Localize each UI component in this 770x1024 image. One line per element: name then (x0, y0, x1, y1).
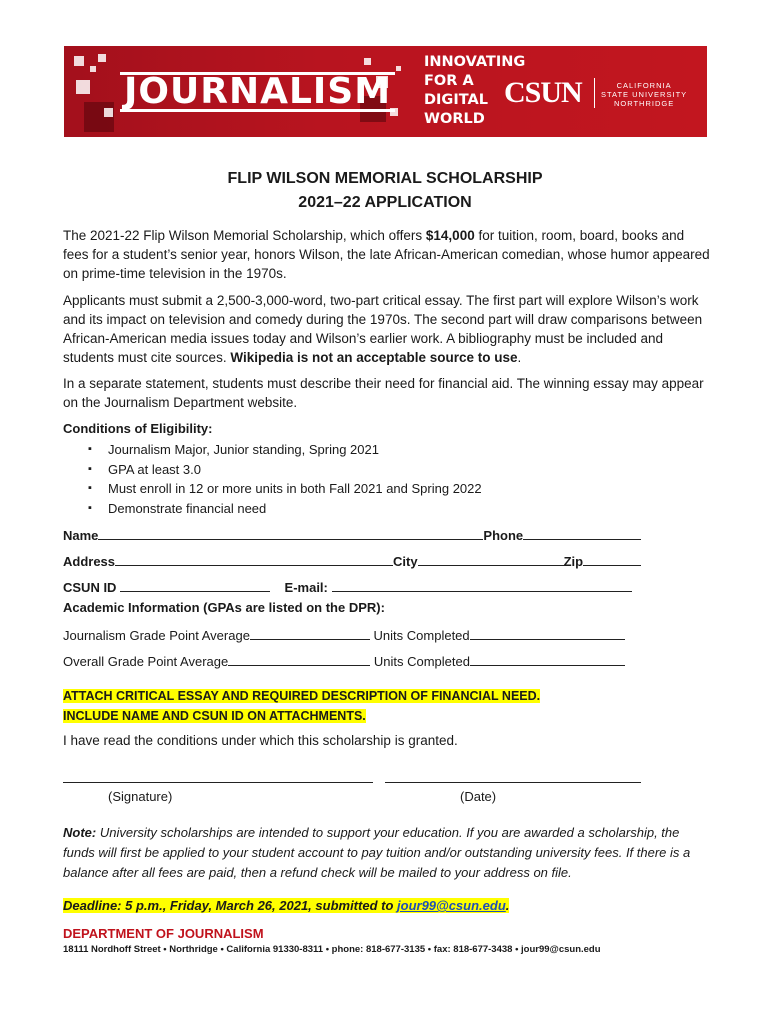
scholarship-title: FLIP WILSON MEMORIAL SCHOLARSHIP (227, 170, 543, 187)
units-label: Units Completed (373, 654, 470, 669)
tagline-line: DIGITAL (424, 92, 488, 108)
city-field[interactable] (418, 552, 564, 566)
csun-id-label: CSUN ID (63, 580, 117, 595)
date-field[interactable] (385, 782, 641, 783)
eligibility-title: Conditions of Eligibility: (63, 421, 213, 436)
phone-label: Phone (483, 528, 524, 543)
header-banner (64, 46, 707, 137)
deadline-text: Deadline: 5 p.m., Friday, March 26, 2021, submitted to (63, 898, 398, 913)
signature-field[interactable] (63, 782, 373, 783)
decor-square (396, 66, 401, 71)
eligibility-item: ▪ GPA at least 3.0 (88, 460, 482, 480)
journalism-gpa-label: Journalism Grade Point Average (63, 628, 250, 643)
decor-square (104, 108, 113, 117)
email-label: E-mail: (284, 580, 328, 595)
email-field[interactable] (332, 578, 632, 592)
eligibility-item: ▪ Journalism Major, Junior standing, Spring 2021 (88, 440, 482, 460)
eligibility-list (88, 440, 482, 518)
tagline-line: WORLD (424, 111, 485, 127)
intro-text: The 2021-22 Flip Wilson Memorial Scholarship, which offers (63, 228, 426, 243)
eligibility-item: ▪ Must enroll in 12 or more units in both Fall 2021 and Spring 2022 (88, 479, 482, 499)
overall-gpa-field[interactable] (228, 652, 370, 666)
deadline (63, 898, 509, 913)
include-id-notice: INCLUDE NAME AND CSUN ID ON ATTACHMENTS. (63, 709, 366, 723)
attach-notice (63, 686, 540, 726)
note-label: Note: (63, 825, 97, 840)
intro-text: for tuition, room, board, books and fees for a student’s senior year, honors Wilson, the late African-American comedian, whose humor appeared on prime-time television in the 1970s. (63, 228, 710, 281)
overall-gpa-row (63, 652, 625, 669)
wikipedia-warning: Wikipedia is not an acceptable source to use (230, 350, 518, 365)
csun-logo: CSUN (504, 76, 582, 109)
submission-email-link[interactable]: jour99@csun.edu (397, 898, 506, 913)
address-row (63, 552, 641, 569)
financial-aid-paragraph: In a separate statement, students must describe their need for financial aid. The winning essay may appear on the Journalism Department website. (63, 376, 704, 410)
address-field[interactable] (115, 552, 393, 566)
journalism-gpa-row (63, 626, 625, 643)
zip-field[interactable] (583, 552, 641, 566)
journalism-gpa-field[interactable] (250, 626, 370, 640)
phone-field[interactable] (523, 526, 641, 540)
zip-label: Zip (563, 554, 584, 569)
overall-units-field[interactable] (470, 652, 625, 666)
university-name (601, 81, 687, 108)
university-name-line: CALIFORNIA (616, 81, 672, 90)
essay-text: Applicants must submit a 2,500-3,000-word, two-part critical essay. The first part will explore Wilson’s work and its impact on television and comedy during the 1970s. The second part will draw comparisons between African-American media issues today and Wilson’s earlier work. A bibliography must be included and students must cite sources. (63, 293, 703, 365)
decor-square (84, 102, 114, 132)
decor-square (98, 54, 106, 62)
academic-info-title: Academic Information (GPAs are listed on the DPR): (63, 600, 385, 615)
note-paragraph (63, 823, 713, 883)
department-address: 18111 Nordhoff Street • Northridge • California 91330-8311 • phone: 818-677-3135 • fax: 818-677-3438 • jour99@csun.edu (63, 944, 601, 955)
deadline-text: . (505, 898, 510, 913)
essay-text: . (517, 350, 522, 365)
city-label: City (393, 554, 418, 569)
decor-square (74, 56, 84, 66)
tagline-line: INNOVATING (424, 54, 526, 70)
date-label: (Date) (460, 789, 497, 804)
application-year-title: 2021–22 APPLICATION (298, 194, 472, 211)
name-label: Name (63, 528, 99, 543)
signature-label: (Signature) (108, 789, 173, 804)
name-field[interactable] (98, 526, 483, 540)
attach-essay-notice: ATTACH CRITICAL ESSAY AND REQUIRED DESCRIPTION OF FINANCIAL NEED. (63, 689, 541, 703)
decor-square (76, 80, 90, 94)
logo-divider (594, 78, 595, 108)
name-phone-row (63, 526, 641, 543)
tagline-line: FOR A (424, 73, 474, 89)
note-text: University scholarships are intended to support your education. If you are awarded a scholarship, the funds will first be applied to your student account to pay tuition and/or outstanding university fees. If there is a balance after all fees are paid, then a refund check will be mailed to your address on file. (63, 825, 691, 880)
eligibility-item: ▪ Demonstrate financial need (88, 499, 482, 519)
units-label: Units Completed (373, 628, 470, 643)
overall-gpa-label: Overall Grade Point Average (63, 654, 229, 669)
journalism-units-field[interactable] (470, 626, 625, 640)
scholarship-amount: $14,000 (425, 228, 475, 243)
acknowledgement-text: I have read the conditions under which this scholarship is granted. (63, 733, 458, 748)
address-label: Address (63, 554, 116, 569)
csun-id-field[interactable] (120, 578, 270, 592)
university-name-line: NORTHRIDGE (613, 99, 675, 108)
journalism-logo: JOURNALISM (120, 72, 395, 112)
essay-paragraph (63, 291, 713, 367)
department-name: DEPARTMENT OF JOURNALISM (63, 926, 264, 941)
decor-square (364, 58, 371, 65)
university-name-line: STATE UNIVERSITY (601, 90, 688, 99)
decor-square (90, 66, 96, 72)
id-email-row (63, 578, 632, 595)
intro-paragraph (63, 226, 713, 283)
